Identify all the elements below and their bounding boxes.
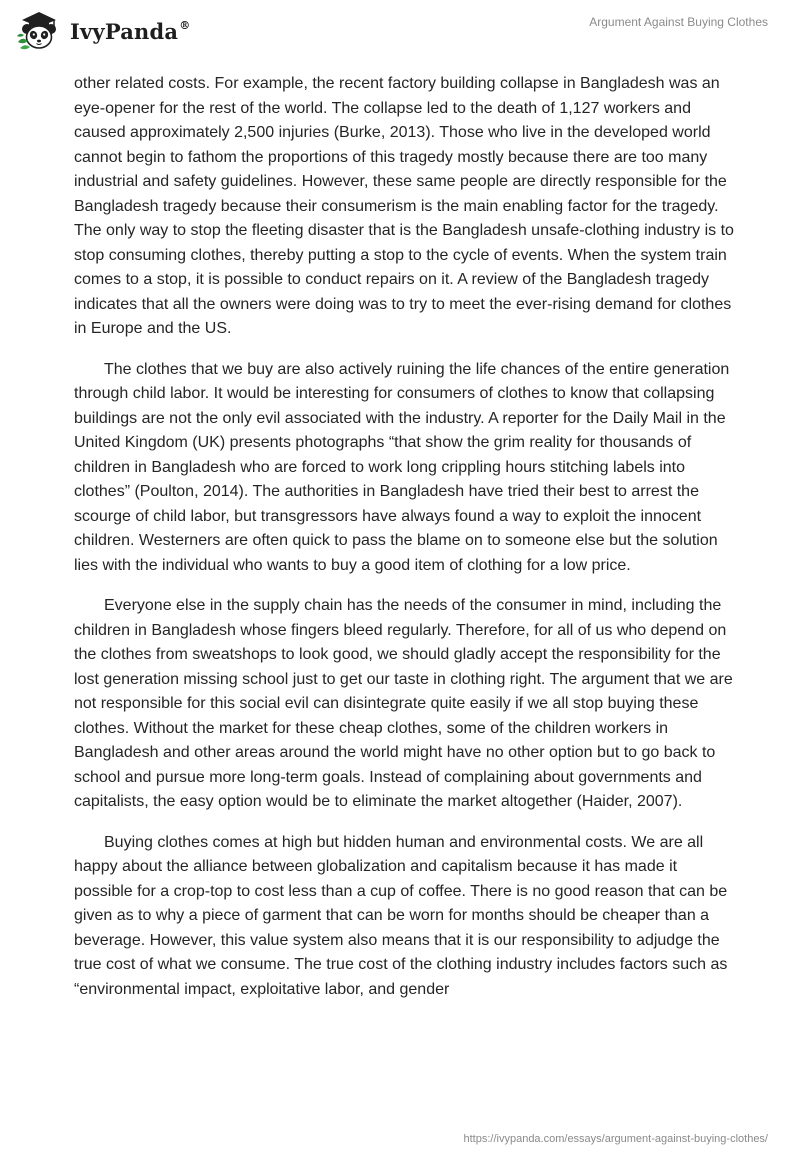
panda-graduation-cap-icon xyxy=(14,8,64,52)
essay-body xyxy=(74,72,734,1018)
brand-name-text: IvyPanda xyxy=(70,18,179,44)
essay-paragraph: Buying clothes comes at high but hidden human and environmental costs. We are all happy about the alliance between globalization and capitalism because it has made it possible for a crop-top to cost less than a cup of coffee. There is no good reason that can be given as to why a piece of garment that can be worn for months should be cheaper than a beverage. However, this value system also means that it is our responsibility to adjudge the true cost of what we consume. The true cost of the clothing industry includes factors such as “environmental impact, exploitative labor, and gender xyxy=(74,833,728,998)
essay-paragraph: Everyone else in the supply chain has the needs of the consumer in mind, including the children in Bangladesh whose fingers bleed regularly. Therefore, for all of us who depend on the clothes from sweatshops to look good, we should gladly accept the responsibility for the lost generation missing school just to get our taste in clothing right. The argument that we are not responsible for this social evil can disintegrate quite easily if we all stop buying these clothes. Without the market for these cheap clothes, some of the children workers in Bangladesh and other areas around the world might have no other option but to go back to school and pursue more long-term goals. Instead of complaining about governments and capitalists, the easy option would be to eliminate the market altogether (Haider, 2007). xyxy=(74,597,733,810)
brand-name xyxy=(70,19,190,44)
page-header xyxy=(0,0,800,60)
essay-paragraph: other related costs. For example, the recent factory building collapse in Bangladesh was an eye-opener for the rest of the world. The collapse led to the death of 1,127 workers and caused approximately 2,500 injuries (Burke, 2013). Those who live in the developed world cannot begin to fathom the proportions of this tragedy mostly because there are too many industrial and safety guidelines. However, these same people are directly responsible for the Bangladesh tragedy because their consumerism is the main enabling factor for the tragedy. The only way to stop the fleeting disaster that is the Bangladesh unsafe-clothing industry is to stop consuming clothes, thereby putting a stop to the cycle of events. When the system train comes to a stop, it is possible to conduct repairs on it. A review of the Bangladesh tragedy indicates that all the owners were doing was to try to meet the ever-rising demand for clothes in Europe and the US. xyxy=(74,75,734,337)
ivypanda-logo[interactable] xyxy=(14,8,190,52)
document-title: Argument Against Buying Clothes xyxy=(589,15,768,29)
source-url-link[interactable]: https://ivypanda.com/essays/argument-against-buying-clothes/ xyxy=(463,1133,768,1145)
essay-paragraph: The clothes that we buy are also actively ruining the life chances of the entire generation through child labor. It would be interesting for consumers of clothes to know that collapsing buildings are not the only evil associated with the industry. A reporter for the Daily Mail in the United Kingdom (UK) presents photographs “that show the grim reality for thousands of children in Bangladesh who are forced to work long crippling hours stitching labels into clothes” (Poulton, 2014). The authorities in Bangladesh have tried their best to arrest the scourge of child labor, but transgressors have always found a way to exploit the innocent children. Westerners are often quick to pass the blame on to someone else but the solution lies with the individual who wants to buy a good item of clothing for a low price. xyxy=(74,360,730,574)
registered-mark: ® xyxy=(179,18,191,32)
